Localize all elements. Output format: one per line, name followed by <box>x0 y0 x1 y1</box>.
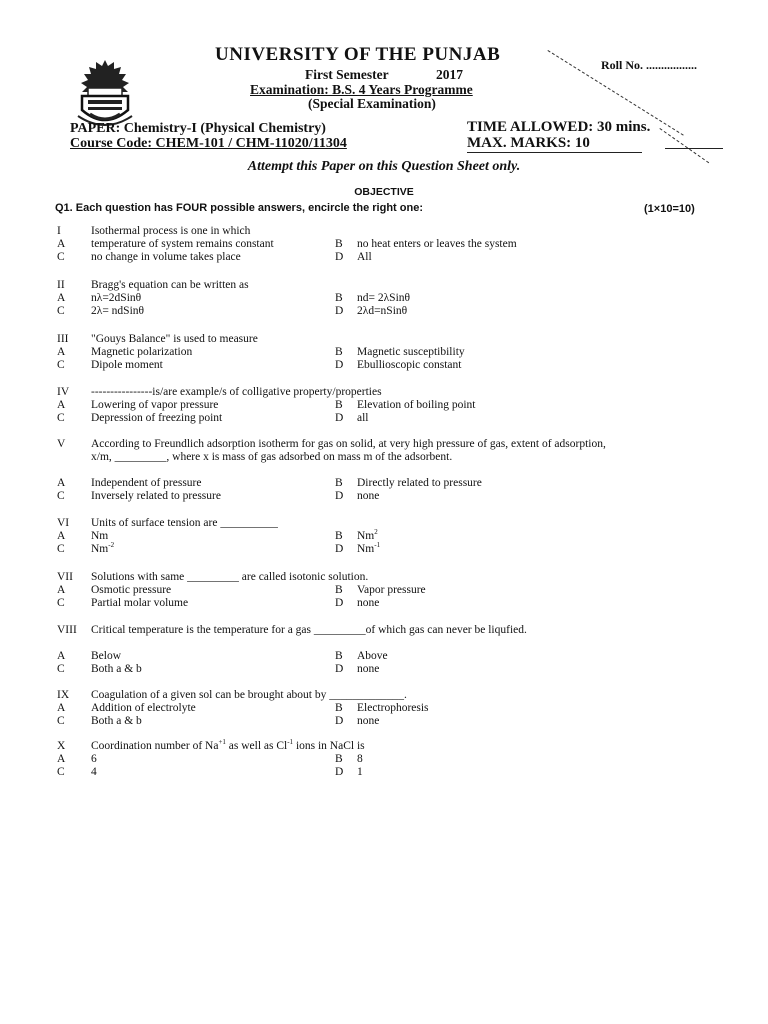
question-row <box>57 225 617 238</box>
option-letter: A <box>57 346 66 358</box>
option-a-text: Osmotic pressure <box>91 584 172 596</box>
option-letter: B <box>335 346 343 358</box>
option-row <box>57 766 617 779</box>
option-row <box>57 305 617 318</box>
question-text: Coordination number of $Na^{+1}$ as well as $Cl^{-1}$ ions in NaCl is <box>91 738 365 752</box>
question-row <box>57 624 617 650</box>
option-row <box>57 251 617 264</box>
option-row <box>57 753 617 766</box>
option-d-text: none <box>357 490 380 502</box>
option-row <box>57 292 617 305</box>
option-b-text: Elevation of boiling point <box>357 399 476 411</box>
question-row <box>57 689 617 702</box>
superscript: +1 <box>218 738 226 747</box>
question-row <box>57 438 617 477</box>
university-crest-logo <box>74 58 136 128</box>
option-row <box>57 477 617 490</box>
question-block <box>57 517 617 556</box>
year: 2017 <box>436 67 463 82</box>
superscript: 2 <box>374 528 378 537</box>
option-letter: B <box>335 399 343 411</box>
superscript: -1 <box>374 541 381 550</box>
option-d-text: 1 <box>357 766 363 778</box>
question-block <box>57 624 617 676</box>
question-text: Units of surface tension are __________ <box>91 517 278 529</box>
option-c-text: no change in volume takes place <box>91 251 241 263</box>
question-text: Isothermal process is one in which <box>91 225 251 237</box>
option-letter: B <box>335 477 343 489</box>
option-b-text: Nm$^2$ <box>357 528 378 542</box>
question-number: IV <box>57 386 70 398</box>
option-letter: A <box>57 399 66 411</box>
option-a-text: Independent of pressure <box>91 477 202 489</box>
dashed-line <box>659 128 709 163</box>
question-row <box>57 386 617 399</box>
roll-number-field: Roll No. ................. <box>601 58 697 72</box>
option-letter: B <box>335 650 343 662</box>
option-letter: D <box>335 663 344 675</box>
option-letter: B <box>335 238 343 250</box>
option-letter: A <box>57 584 66 596</box>
question-number: VI <box>57 517 70 529</box>
option-c-text: Inversely related to pressure <box>91 490 221 502</box>
question-number: VII <box>57 571 73 583</box>
q1-marks: (1×10=10) <box>644 203 695 215</box>
option-letter: D <box>335 359 344 371</box>
option-letter: C <box>57 766 65 778</box>
question-block <box>57 438 617 503</box>
option-letter: D <box>335 766 344 778</box>
option-d-text: All <box>357 251 372 263</box>
university-title: UNIVERSITY OF THE PUNJAB <box>215 44 501 65</box>
option-letter: C <box>57 305 65 317</box>
option-letter: C <box>57 359 65 371</box>
question-row <box>57 333 617 346</box>
question-block <box>57 333 617 372</box>
option-b-text: Electrophoresis <box>357 702 429 714</box>
option-letter: A <box>57 292 66 304</box>
option-d-text: none <box>357 715 380 727</box>
paper-title: PAPER: Chemistry-I (Physical Chemistry) <box>70 121 326 136</box>
question-row <box>57 740 617 753</box>
option-row <box>57 597 617 610</box>
superscript: -2 <box>108 541 115 550</box>
option-letter: A <box>57 530 66 542</box>
option-letter: D <box>335 251 344 263</box>
question-block <box>57 386 617 425</box>
question-text: Bragg's equation can be written as <box>91 279 249 291</box>
q1-instruction: Q1. Each question has FOUR possible answers, encircle the right one: <box>55 202 423 214</box>
option-row <box>57 399 617 412</box>
semester: First Semester <box>305 67 389 82</box>
option-b-text: nd= 2λSinθ <box>357 292 411 304</box>
question-row <box>57 517 617 530</box>
option-row <box>57 715 617 728</box>
option-b-text: 8 <box>357 753 363 765</box>
option-letter: D <box>335 543 344 555</box>
option-row <box>57 346 617 359</box>
option-letter: B <box>335 292 343 304</box>
question-row <box>57 571 617 584</box>
option-letter: A <box>57 650 66 662</box>
option-letter: A <box>57 702 66 714</box>
question-block <box>57 225 617 264</box>
instruction: Attempt this Paper on this Question Sheet only. <box>247 159 521 174</box>
option-letter: C <box>57 490 65 502</box>
option-a-text: Lowering of vapor pressure <box>91 399 219 411</box>
option-d-text: 2λd=nSinθ <box>357 305 408 317</box>
option-letter: A <box>57 477 66 489</box>
question-number: III <box>57 333 69 345</box>
option-a-text: 6 <box>91 753 97 765</box>
option-letter: D <box>335 412 344 424</box>
section-title: OBJECTIVE <box>354 186 414 198</box>
question-number: I <box>57 225 61 237</box>
option-letter: B <box>335 753 343 765</box>
option-letter: C <box>57 663 65 675</box>
examination: Examination: B.S. 4 Years Programme <box>250 82 473 97</box>
option-row <box>57 584 617 597</box>
course-code: Course Code: CHEM-101 / CHM-11020/11304 <box>70 136 347 151</box>
question-number: X <box>57 740 66 752</box>
option-letter: B <box>335 702 343 714</box>
question-number: II <box>57 279 65 291</box>
option-c-text: Partial molar volume <box>91 597 189 609</box>
option-a-text: nλ=2dSinθ <box>91 292 142 304</box>
option-d-text: none <box>357 663 380 675</box>
option-a-text: Nm <box>91 530 109 542</box>
option-a-text: Magnetic polarization <box>91 346 193 358</box>
option-d-text: $Nm^{-1}$ <box>357 541 381 555</box>
option-letter: B <box>335 584 343 596</box>
option-c-text: Depression of freezing point <box>91 412 223 424</box>
max-marks: MAX. MARKS: 10 <box>467 135 590 151</box>
option-c-text: 4 <box>91 766 97 778</box>
question-number: V <box>57 438 66 450</box>
option-row <box>57 359 617 372</box>
question-text: ----------------is/are example/s of colligative property/properties <box>91 386 382 398</box>
time-allowed: TIME ALLOWED: 30 mins. <box>467 119 651 135</box>
option-letter: D <box>335 490 344 502</box>
option-row <box>57 490 617 503</box>
option-letter: D <box>335 715 344 727</box>
rule-line <box>665 148 723 149</box>
option-letter: B <box>335 530 343 542</box>
option-c-text: Dipole moment <box>91 359 163 371</box>
option-a-text: Addition of electrolyte <box>91 702 196 714</box>
option-letter: C <box>57 412 65 424</box>
question-row <box>57 279 617 292</box>
option-letter: C <box>57 543 65 555</box>
option-c-text: Both a & b <box>91 715 142 727</box>
option-b-text: Magnetic susceptibility <box>357 346 465 358</box>
question-number: VIII <box>57 624 77 636</box>
question-text: According to Freundlich adsorption isotherm for gas on solid, at very high pressure of gas, extent of adsorption, x/m, _________, where x is mass of gas adsorbed on mass m of the adsorbent. <box>91 438 606 463</box>
question-number: IX <box>57 689 70 701</box>
option-c-text: $Nm^{-2}$ <box>91 541 115 555</box>
question-block <box>57 279 617 318</box>
option-letter: C <box>57 715 65 727</box>
option-row <box>57 530 617 543</box>
question-block <box>57 740 617 779</box>
option-letter: D <box>335 305 344 317</box>
option-c-text: Both a & b <box>91 663 142 675</box>
option-letter: C <box>57 597 65 609</box>
option-a-text: Below <box>91 650 122 662</box>
option-letter: D <box>335 597 344 609</box>
option-row <box>57 663 617 676</box>
superscript: -1 <box>287 738 294 747</box>
option-letter: C <box>57 251 65 263</box>
question-text: Critical temperature is the temperature for a gas _________of which gas can never be liqufied. <box>91 624 527 636</box>
option-b-text: Above <box>357 650 388 662</box>
option-b-text: Vapor pressure <box>357 584 426 596</box>
question-block <box>57 571 617 610</box>
option-a-text: temperature of system remains constant <box>91 238 274 250</box>
option-row <box>57 412 617 425</box>
option-b-text: no heat enters or leaves the system <box>357 238 517 250</box>
question-text: "Gouys Balance" is used to measure <box>91 333 258 345</box>
special-examination: (Special Examination) <box>308 96 436 111</box>
option-d-text: none <box>357 597 380 609</box>
question-text: Coagulation of a given sol can be brought about by _____________. <box>91 689 407 701</box>
option-c-text: 2λ= ndSinθ <box>91 305 145 317</box>
question-text: Solutions with same _________ are called isotonic solution. <box>91 571 369 583</box>
option-row <box>57 650 617 663</box>
option-d-text: Ebullioscopic constant <box>357 359 462 371</box>
option-row <box>57 238 617 251</box>
option-row <box>57 543 617 556</box>
option-letter: A <box>57 753 66 765</box>
option-d-text: all <box>357 412 369 424</box>
option-letter: A <box>57 238 66 250</box>
option-b-text: Directly related to pressure <box>357 477 482 489</box>
question-block <box>57 689 617 728</box>
option-row <box>57 702 617 715</box>
rule-line <box>467 152 642 153</box>
